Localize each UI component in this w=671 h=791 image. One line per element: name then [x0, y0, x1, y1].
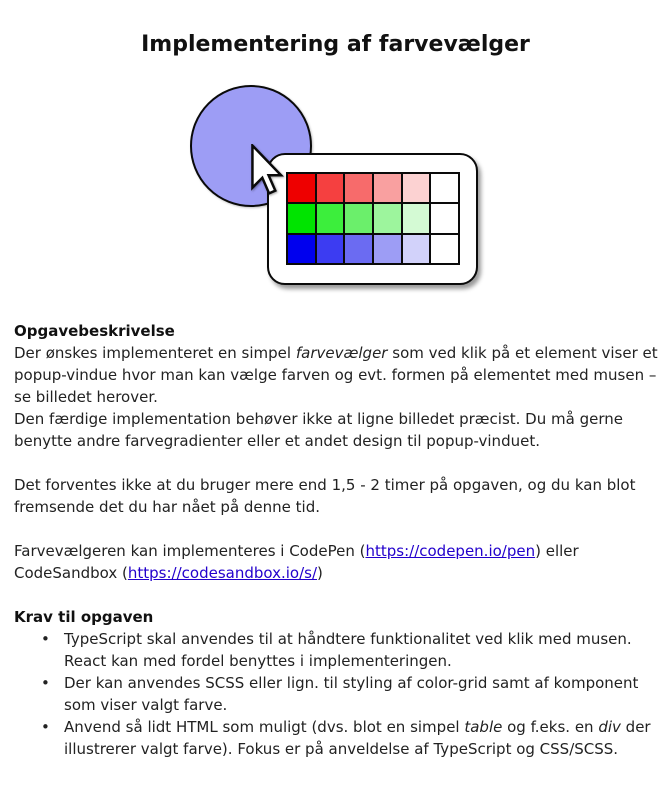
section-heading-task: Opgavebeskrivelse [14, 322, 175, 340]
text-run: og f.eks. en [502, 718, 599, 736]
requirements-list [14, 628, 661, 760]
requirement-text [64, 674, 638, 714]
mouse-pointer-icon [250, 144, 284, 196]
color-swatch [288, 235, 315, 263]
text-run: Farvevælgeren kan implementeres i CodePen ( [14, 542, 366, 560]
bullet-marker: • [41, 674, 50, 692]
text-run: Der kan anvendes SCSS eller lign. til styling af color-grid samt af komponent som viser valgt farve. [64, 674, 639, 714]
color-swatch [374, 204, 401, 232]
text-run: TypeScript skal anvendes til at håndtere funktionalitet ved klik med musen. React kan med fordel benyttes i implementeringen. [64, 630, 632, 670]
color-swatch [431, 174, 458, 202]
text-run: Anvend så lidt HTML som muligt (dvs. blot en simpel [64, 718, 465, 736]
color-swatch [345, 204, 372, 232]
color-swatch [403, 235, 430, 263]
color-swatch [374, 174, 401, 202]
italic-text: farvevælger [295, 344, 388, 362]
color-swatch [431, 235, 458, 263]
color-picker-popup [267, 153, 478, 285]
color-swatch [431, 204, 458, 232]
color-swatch [317, 174, 344, 202]
page-title: Implementering af farvevælger [141, 32, 530, 57]
text-run: ) [317, 564, 323, 582]
italic-text: div [598, 718, 621, 736]
italic-text: table [464, 718, 503, 736]
link[interactable]: https://codesandbox.io/s/ [127, 564, 318, 582]
color-swatch [403, 174, 430, 202]
section-heading-requirements: Krav til opgaven [14, 608, 154, 626]
color-picker-illustration [0, 60, 671, 295]
text-run: ) eller CodeSandbox ( [14, 542, 579, 582]
requirement-item [14, 672, 661, 716]
link[interactable]: https://codepen.io/pen [365, 542, 536, 560]
text-run: som ved klik på et element viser et popup-vindue hvor man kan vælge farven og evt. formen på elementet med musen – se billedet herover. [14, 344, 658, 406]
text-run: Der ønskes implementeret en simpel [14, 344, 296, 362]
text-run: Det forventes ikke at du bruger mere end 1,5 - 2 timer på opgaven, og du kan blot fremsende det du har nået på denne tid. [14, 476, 636, 516]
color-swatch [317, 204, 344, 232]
requirement-text [64, 630, 632, 670]
requirement-item [14, 628, 661, 672]
color-swatch [288, 174, 315, 202]
document-page [0, 30, 671, 791]
color-swatch [345, 174, 372, 202]
bullet-marker: • [41, 630, 50, 648]
color-palette-grid [286, 172, 460, 265]
requirement-item [14, 716, 661, 760]
time-expectation-paragraph [14, 474, 661, 518]
color-swatch [403, 204, 430, 232]
bullet-marker: • [41, 718, 50, 736]
text-run: der illustrerer valgt farve). Fokus er på anveldelse af TypeScript og CSS/SCSS. [64, 718, 651, 758]
color-swatch [374, 235, 401, 263]
color-swatch [345, 235, 372, 263]
document-body [0, 295, 671, 760]
requirement-text [64, 718, 651, 758]
task-paragraph-2 [14, 408, 661, 452]
color-swatch [317, 235, 344, 263]
text-run: Den færdige implementation behøver ikke at ligne billedet præcist. Du må gerne benytte andre farvegradienter eller et andet design til popup-vinduet. [14, 410, 623, 450]
tools-paragraph [14, 540, 661, 584]
color-swatch [288, 204, 315, 232]
task-paragraph-1 [14, 342, 661, 408]
